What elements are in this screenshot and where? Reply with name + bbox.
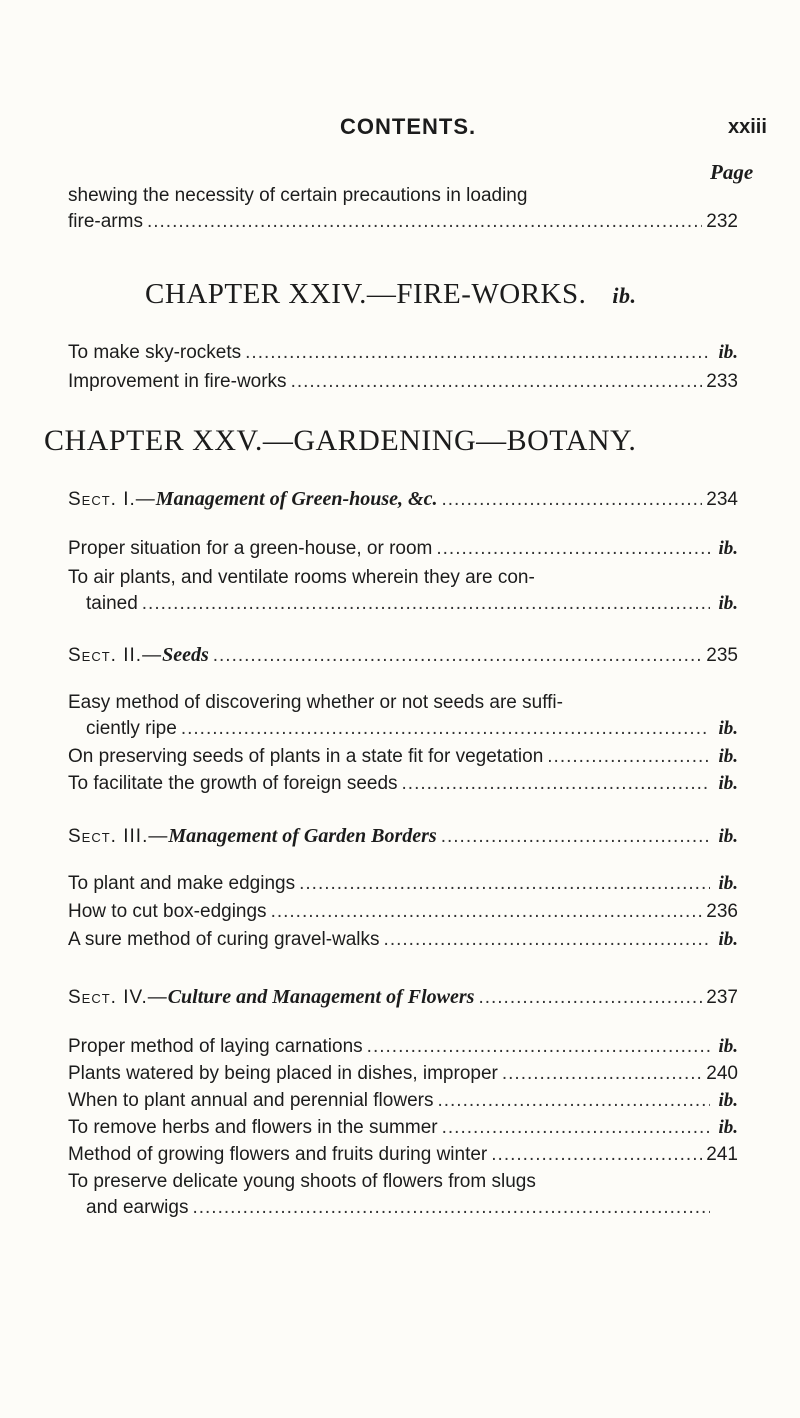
page-column-heading: Page (710, 160, 754, 184)
entry-text-line1: To air plants, and ventilate rooms wherein they are con- (68, 567, 535, 588)
leader-dots (367, 1034, 710, 1060)
entry-text: Proper method of laying carnations (68, 1036, 363, 1057)
leader-dots (491, 1142, 702, 1168)
page-number: ib. (718, 929, 738, 950)
toc-entry (68, 690, 738, 742)
leader-dots (271, 899, 703, 925)
running-title: CONTENTS. (340, 114, 477, 139)
toc-entry (68, 1169, 738, 1221)
entry-text-line2: ciently ripe (86, 718, 177, 739)
chapter-heading (145, 278, 636, 311)
leader-dots (502, 1061, 702, 1087)
section-label: Sect. II.— (68, 645, 163, 666)
leader-dots (547, 744, 710, 770)
chapter-title: CHAPTER XXIV.—FIRE-WORKS. (145, 278, 587, 310)
toc-entry (68, 927, 738, 953)
section-title: Management of Garden Borders (168, 825, 437, 847)
toc-entry (68, 1034, 738, 1060)
page-number: ib. (718, 1117, 738, 1138)
folio-number: xxiii (728, 116, 767, 138)
section-title: Seeds (162, 644, 209, 666)
leader-dots (442, 1115, 710, 1141)
page-number: ib. (718, 342, 738, 363)
page-number: ib. (718, 773, 738, 794)
toc-entry (68, 536, 738, 562)
entry-text: On preserving seeds of plants in a state fit for vegetation (68, 746, 544, 767)
page-number: 236 (706, 901, 738, 922)
section-heading (68, 984, 738, 1011)
toc-entry (68, 340, 738, 366)
section-heading (68, 823, 738, 850)
page-number: 232 (706, 211, 738, 232)
page-number: ib. (718, 1036, 738, 1057)
leader-dots (437, 1088, 710, 1114)
toc-entry (68, 899, 738, 925)
toc-entry (68, 369, 738, 395)
entry-text-line1: To preserve delicate young shoots of flowers from slugs (68, 1171, 536, 1192)
entry-text: Proper situation for a green-house, or room (68, 538, 433, 559)
leader-dots (441, 824, 710, 850)
entry-text: When to plant annual and perennial flowers (68, 1090, 434, 1111)
entry-text-line1: Easy method of discovering whether or not seeds are suffi- (68, 692, 563, 713)
leader-dots (299, 871, 710, 897)
leader-dots (213, 643, 703, 669)
toc-entry (68, 565, 738, 617)
chapter-title: CHAPTER XXV.—GARDENING—BOTANY. (44, 424, 637, 457)
section-title: Management of Green-house, &c. (155, 488, 438, 510)
entry-text-line2: and earwigs (86, 1197, 189, 1218)
toc-entry (68, 1115, 738, 1141)
leader-dots (245, 340, 710, 366)
entry-text: Plants watered by being placed in dishes, improper (68, 1063, 498, 1084)
page-number: ib. (718, 746, 738, 767)
entry-text: To facilitate the growth of foreign seeds (68, 773, 398, 794)
toc-entry (68, 771, 738, 797)
toc-entry (68, 871, 738, 897)
leader-dots (147, 209, 702, 235)
page-number: ib. (612, 283, 637, 308)
page-number: ib. (718, 538, 738, 559)
page-number: ib. (718, 826, 738, 847)
entry-text: How to cut box-edgings (68, 901, 267, 922)
page-number: 241 (706, 1144, 738, 1165)
page-number: 235 (706, 645, 738, 666)
toc-entry (68, 1142, 738, 1168)
leader-dots (478, 985, 702, 1011)
section-title: Culture and Management of Flowers (167, 986, 475, 1008)
leader-dots (441, 487, 702, 513)
page-number: 237 (706, 987, 738, 1008)
entry-text: To plant and make edgings (68, 873, 296, 894)
entry-text: To make sky-rockets (68, 342, 242, 363)
section-heading (68, 486, 738, 513)
entry-text: To remove herbs and flowers in the summer (68, 1117, 438, 1138)
section-label: Sect. III.— (68, 826, 169, 847)
page-number: ib. (718, 718, 738, 739)
entry-text-line1: shewing the necessity of certain precautions in loading (68, 185, 528, 206)
page-number: ib. (718, 593, 738, 614)
leader-dots (142, 591, 710, 617)
leader-dots (402, 771, 710, 797)
entry-text: Method of growing flowers and fruits during winter (68, 1144, 488, 1165)
toc-entry (68, 1061, 738, 1087)
leader-dots (291, 369, 703, 395)
entry-text-line2: tained (86, 593, 138, 614)
entry-text-line2: fire-arms (68, 211, 143, 232)
section-heading (68, 642, 738, 669)
toc-entry (68, 744, 738, 770)
toc-entry (68, 1088, 738, 1114)
chapter-heading (44, 424, 636, 458)
entry-text: A sure method of curing gravel-walks (68, 929, 380, 950)
page-number: 240 (706, 1063, 738, 1084)
page-number: ib. (718, 873, 738, 894)
page-number: ib. (718, 1090, 738, 1111)
leader-dots (192, 1195, 710, 1221)
page-number: 233 (706, 371, 738, 392)
toc-entry (68, 183, 738, 235)
leader-dots (181, 716, 710, 742)
leader-dots (384, 927, 710, 953)
page-number: 234 (706, 489, 738, 510)
section-label: Sect. IV.— (68, 987, 168, 1008)
section-label: Sect. I.— (68, 489, 156, 510)
entry-text: Improvement in fire-works (68, 371, 287, 392)
leader-dots (436, 536, 710, 562)
